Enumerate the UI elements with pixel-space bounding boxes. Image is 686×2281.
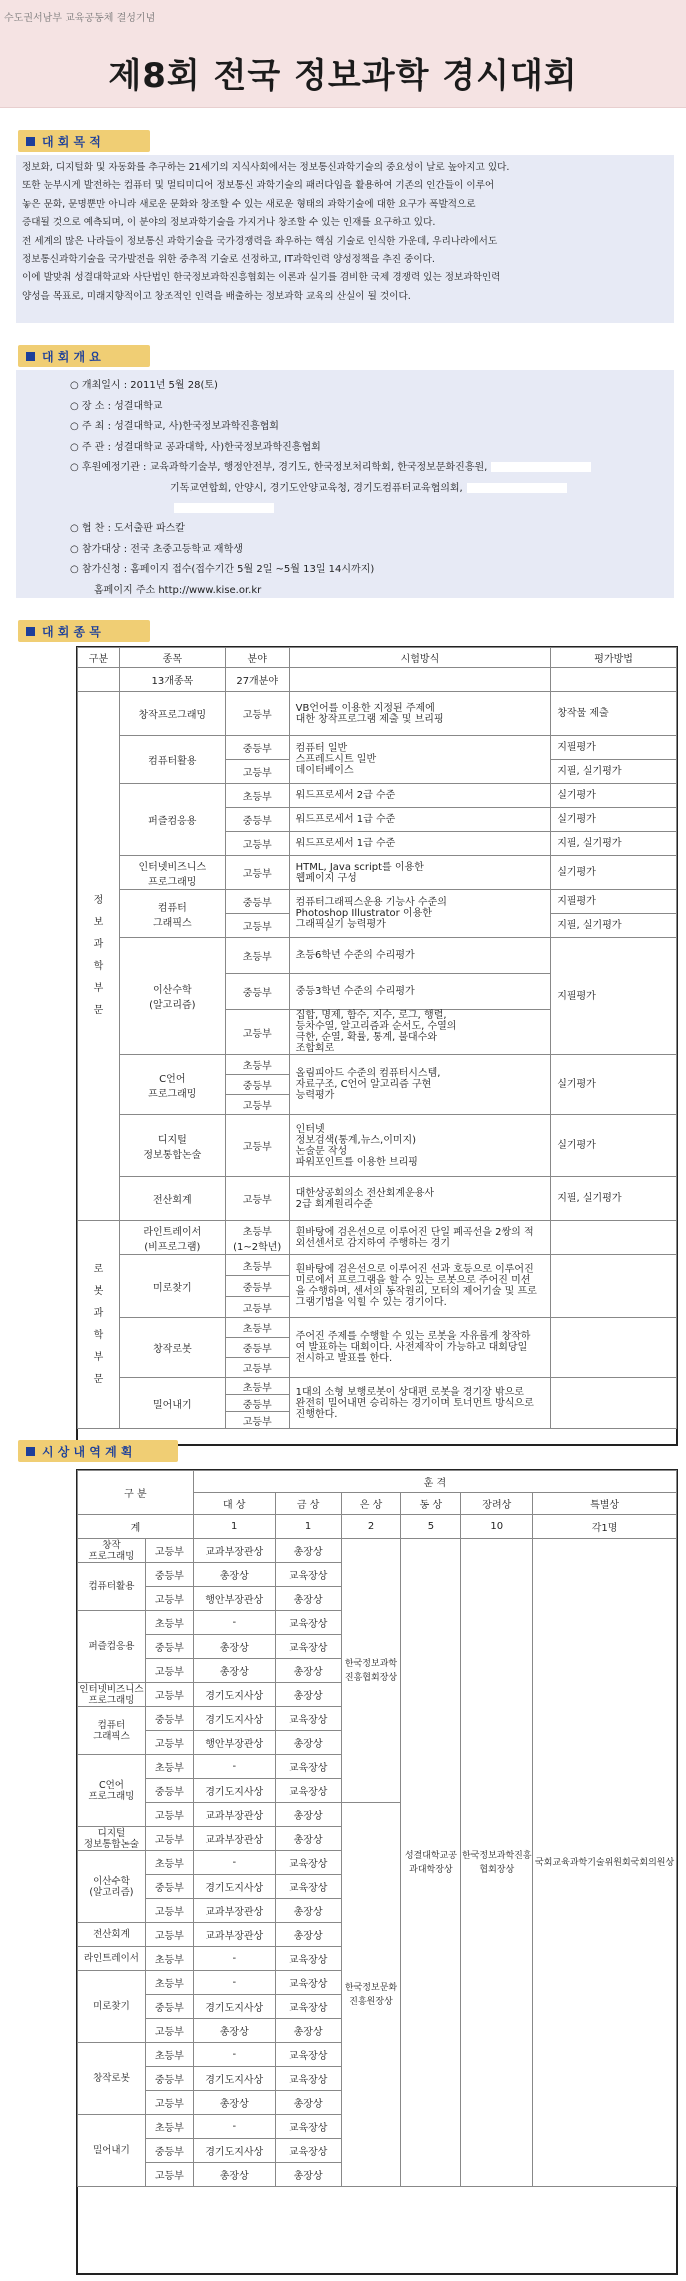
- purpose-line: 정보통신과학기술을 국가발전을 위한 중추적 기술로 선정하고, IT과학인력 양성정책을 추진 중이다.: [22, 254, 435, 266]
- prize-gold: 교육장상: [275, 1635, 341, 1659]
- prize-level: 고등부: [145, 1659, 193, 1683]
- section-title: 대 회 개 요: [42, 349, 101, 364]
- prize-event-name: 미로찾기: [78, 1971, 146, 2043]
- event-eval: 실기평가: [551, 1055, 677, 1115]
- prize-gold: 총장상: [275, 1923, 341, 1947]
- prize-level: 초등부: [145, 1971, 193, 1995]
- redacted-block: [174, 503, 274, 513]
- event-method: 인터넷 정보검색(통계,뉴스,이미지) 논술문 작성 파워포인트를 이용한 브리핑: [289, 1115, 551, 1177]
- prizes-count-label: 계: [78, 1515, 194, 1539]
- event-level: 중등부: [225, 1338, 289, 1358]
- event-method: 집합, 명제, 함수, 지수, 로그, 행렬, 등차수열, 알고리즘과 순서도, 수열의 극한, 순열, 확률, 통계, 불대수와 조합회로: [289, 1010, 551, 1055]
- prize-level: 고등부: [145, 2163, 193, 2187]
- prize-grand: 총장상: [193, 1635, 275, 1659]
- prizes-group-header: 구 분: [78, 1471, 194, 1515]
- prize-level: 고등부: [145, 2019, 193, 2043]
- event-method: 워드프로세서 1급 수준: [289, 808, 551, 832]
- prize-event-name: 창작 프로그래밍: [78, 1539, 146, 1563]
- event-method: 흰바탕에 검은선으로 이루어진 선과 호등으로 이루어진 미로에서 프로그램을 할 수 있는 로봇으로 주어진 미션 을 수행하며, 센서의 동작원리, 모터의 제어기술 및 프로 그램기법을 익힐 수 있는 경기이다.: [289, 1255, 551, 1318]
- prize-gold: 총장상: [275, 1827, 341, 1851]
- prize-gold: 교육장상: [275, 2043, 341, 2067]
- prize-grand: -: [193, 1755, 275, 1779]
- event-name: 인터넷비즈니스 프로그래밍: [119, 856, 225, 890]
- event-name: 미로찾기: [119, 1255, 225, 1318]
- event-level: 초등부: [225, 1055, 289, 1075]
- section-title: 대 회 종 목: [42, 624, 101, 639]
- prizes-col-header: 동 상: [401, 1493, 461, 1515]
- prize-grand: 교과부장관상: [193, 1539, 275, 1563]
- prizes-count-cell: 2: [341, 1515, 401, 1539]
- event-level: 중등부: [225, 1075, 289, 1095]
- event-level: 초등부: [225, 1318, 289, 1338]
- prize-level: 초등부: [145, 1947, 193, 1971]
- prize-gold: 총장상: [275, 2019, 341, 2043]
- prize-gold: 교육장상: [275, 1707, 341, 1731]
- overview-apply: ○ 참가신청 : 홈페이지 접수(접수기간 5월 2일 ~5월 13일 14시까지): [70, 564, 375, 575]
- prize-grand: 총장상: [193, 2091, 275, 2115]
- prize-grand: 경기도지사상: [193, 2139, 275, 2163]
- prize-grand: 경기도지사상: [193, 1707, 275, 1731]
- prize-gold: 총장상: [275, 1539, 341, 1563]
- event-eval: [551, 1221, 677, 1255]
- prize-grand: -: [193, 1611, 275, 1635]
- event-level: 중등부: [225, 808, 289, 832]
- event-name: 퍼즐컴응용: [119, 784, 225, 856]
- prize-level: 고등부: [145, 1539, 193, 1563]
- event-eval: 실기평가: [551, 1115, 677, 1177]
- prize-gold: 교육장상: [275, 2115, 341, 2139]
- prizes-col-header: 대 상: [193, 1493, 275, 1515]
- prize-grand: 총장상: [193, 2163, 275, 2187]
- prize-grand: 총장상: [193, 1563, 275, 1587]
- event-method: 초등6학년 수준의 수리평가: [289, 938, 551, 974]
- events-header-cell: 분야: [225, 648, 289, 668]
- prize-grand: 경기도지사상: [193, 1779, 275, 1803]
- event-method: 컴퓨터그래픽스운용 기능사 수준의 Photoshop Illustrator 이용한 그래픽실기 능력평가: [289, 890, 551, 938]
- event-level: 초등부: [225, 938, 289, 974]
- prizes-count-cell: 각1명: [533, 1515, 677, 1539]
- events-count-blank: [551, 668, 677, 692]
- prize-bronze-merged: 성결대학교공과대학장상: [401, 1539, 461, 2187]
- prize-level: 중등부: [145, 1635, 193, 1659]
- prize-grand: 총장상: [193, 1659, 275, 1683]
- event-level: 고등부: [225, 856, 289, 890]
- events-count-cell: 13개종목: [119, 668, 225, 692]
- prize-grand: 경기도지사상: [193, 1995, 275, 2019]
- prize-level: 고등부: [145, 2091, 193, 2115]
- event-name: 전산회계: [119, 1177, 225, 1221]
- prize-event-name: 이산수학 (알고리즘): [78, 1851, 146, 1923]
- prizes-award-header: 훈 격: [193, 1471, 676, 1493]
- prize-gold: 교육장상: [275, 1971, 341, 1995]
- event-name: 라인트레이서 (비프로그램): [119, 1221, 225, 1255]
- events-table: [77, 647, 677, 1429]
- square-bullet-icon: [26, 1447, 35, 1456]
- prize-level: 고등부: [145, 1683, 193, 1707]
- prize-grand: 행안부장관상: [193, 1731, 275, 1755]
- event-level: 고등부: [225, 1010, 289, 1055]
- prize-gold: 총장상: [275, 1899, 341, 1923]
- prize-grand: -: [193, 1971, 275, 1995]
- prize-encourage-merged: 한국정보과학진흥협회장상: [461, 1539, 533, 2187]
- event-method: 컴퓨터 일반 스프레드시트 일반 데이터베이스: [289, 736, 551, 784]
- event-level: 중등부: [225, 1276, 289, 1297]
- section-header-overview: [18, 345, 150, 367]
- prize-gold: 교육장상: [275, 1755, 341, 1779]
- event-eval: [551, 1318, 677, 1378]
- purpose-line: 정보화, 디지털화 및 자동화를 추구하는 21세기의 지식사회에서는 정보통신과학기술의 중요성이 날로 높아지고 있다.: [22, 162, 510, 173]
- event-eval: 지필, 실기평가: [551, 832, 677, 856]
- prize-gold: 총장상: [275, 1659, 341, 1683]
- prize-gold: 총장상: [275, 2163, 341, 2187]
- event-name: 컴퓨터활용: [119, 736, 225, 784]
- event-eval: 실기평가: [551, 784, 677, 808]
- prize-event-name: 컴퓨터 그래픽스: [78, 1707, 146, 1755]
- purpose-panel: [16, 155, 674, 323]
- redacted-block: [491, 462, 591, 472]
- event-level: 고등부: [225, 692, 289, 736]
- event-method: HTML, Java script를 이용한 웹페이지 구성: [289, 856, 551, 890]
- prize-gold: 교육장상: [275, 2139, 341, 2163]
- prize-level: 초등부: [145, 1755, 193, 1779]
- prize-level: 고등부: [145, 1899, 193, 1923]
- section-header-purpose: [18, 130, 150, 152]
- prize-grand: -: [193, 2115, 275, 2139]
- sponsor-line-2: 기독교연합회, 안양시, 경기도안양교육청, 경기도컴퓨터교육협의회,: [170, 482, 463, 494]
- purpose-line: 증대될 것으로 예측되며, 이 분야의 정보과학기술을 가지거나 창조할 수 있는 인재를 요구하고 있다.: [22, 217, 436, 229]
- prize-grand: -: [193, 1947, 275, 1971]
- events-group-label: 로 봇 과 학 부 문: [78, 1221, 120, 1429]
- prize-event-name: 밀어내기: [78, 2115, 146, 2187]
- prize-event-name: 컴퓨터활용: [78, 1563, 146, 1611]
- event-name: 창작프로그래밍: [119, 692, 225, 736]
- event-name: 창작로봇: [119, 1318, 225, 1378]
- redacted-block: [467, 483, 567, 493]
- events-count-blank: [289, 668, 551, 692]
- prize-level: 고등부: [145, 1803, 193, 1827]
- prize-level: 고등부: [145, 1587, 193, 1611]
- purpose-line: 또한 눈부시게 발전하는 컴퓨터 및 멀티미디어 정보통신 과학기술의 패러다임을 활용하여 기존의 인간들이 이루어: [22, 180, 495, 192]
- prize-gold: 교육장상: [275, 1779, 341, 1803]
- organization-label: 수도권서남부 교육공동체 결성기념: [4, 13, 156, 24]
- section-header-events: [18, 620, 150, 642]
- prize-gold: 총장상: [275, 1731, 341, 1755]
- event-method: 흰바탕에 검은선으로 이루어진 단일 폐곡선을 2쌍의 적 외선센서로 감지하여 주행하는 경기: [289, 1221, 551, 1255]
- event-level: 중등부: [225, 974, 289, 1010]
- prize-grand: 행안부장관상: [193, 1587, 275, 1611]
- event-eval: [551, 1378, 677, 1429]
- prize-gold: 총장상: [275, 1683, 341, 1707]
- event-method: 워드프로세서 1급 수준: [289, 832, 551, 856]
- events-count-cell: 27개분야: [225, 668, 289, 692]
- prizes-count-cell: 10: [461, 1515, 533, 1539]
- prize-level: 중등부: [145, 1875, 193, 1899]
- square-bullet-icon: [26, 352, 35, 361]
- square-bullet-icon: [26, 137, 35, 146]
- event-level: 초등부 (1~2학년): [225, 1221, 289, 1255]
- prize-level: 중등부: [145, 2139, 193, 2163]
- prizes-count-cell: 1: [275, 1515, 341, 1539]
- event-level: 중등부: [225, 1395, 289, 1412]
- event-level: 고등부: [225, 914, 289, 938]
- events-group-label: 정 보 과 학 부 문: [78, 692, 120, 1221]
- prize-grand: 교과부장관상: [193, 1803, 275, 1827]
- prize-level: 초등부: [145, 1851, 193, 1875]
- event-level: 고등부: [225, 832, 289, 856]
- prize-event-name: 창작로봇: [78, 2043, 146, 2115]
- prizes-count-cell: 5: [401, 1515, 461, 1539]
- prize-grand: 경기도지사상: [193, 2067, 275, 2091]
- prizes-col-header: 금 상: [275, 1493, 341, 1515]
- event-eval: 실기평가: [551, 856, 677, 890]
- event-level: 고등부: [225, 1358, 289, 1378]
- overview-date: ○ 개최일시 : 2011년 5월 28(토): [70, 380, 218, 391]
- events-header-cell: 평가방법: [551, 648, 677, 668]
- event-method: VB언어를 이용한 지정된 주제에 대한 창작프로그램 제출 및 브리핑: [289, 692, 551, 736]
- prize-event-name: 디지털 정보통합논술: [78, 1827, 146, 1851]
- event-eval: 지필, 실기평가: [551, 1177, 677, 1221]
- prize-level: 중등부: [145, 1563, 193, 1587]
- event-eval: 실기평가: [551, 808, 677, 832]
- event-level: 고등부: [225, 1177, 289, 1221]
- prize-gold: 교육장상: [275, 1851, 341, 1875]
- header-banner: [0, 0, 686, 108]
- prize-grand: 교과부장관상: [193, 1899, 275, 1923]
- prize-gold: 교육장상: [275, 2067, 341, 2091]
- purpose-line: 이에 발맞춰 성결대학교와 사단법인 한국정보과학진흥협회는 이론과 실기를 겸비한 국제 경쟁력 있는 정보과학인력: [22, 272, 501, 284]
- event-eval: 지필평가: [551, 938, 677, 1055]
- prize-silver-merged: 한국정보문화진흥원장상: [341, 1803, 401, 2187]
- events-header-cell: 구분: [78, 648, 120, 668]
- event-method: 중등3학년 수준의 수리평가: [289, 974, 551, 1010]
- purpose-line: 전 세계의 많은 나라들이 정보통신 과학기술을 국가경쟁력을 좌우하는 핵심 기술로 인식한 가운데, 우리나라에서도: [22, 235, 498, 247]
- event-eval: 지필평가: [551, 736, 677, 760]
- prizes-table: [77, 1470, 677, 2187]
- event-level: 고등부: [225, 1115, 289, 1177]
- prize-silver-merged: 한국정보과학진흥협회장상: [341, 1539, 401, 1803]
- prize-grand: -: [193, 2043, 275, 2067]
- event-level: 고등부: [225, 1095, 289, 1115]
- event-method: 대한상공회의소 전산회계운용사 2급 회계원리수준: [289, 1177, 551, 1221]
- purpose-line: 양성을 목표로, 미래지향적이고 창조적인 인력을 배출하는 정보과학 교육의 산실이 될 것이다.: [22, 290, 411, 302]
- event-eval: [551, 1255, 677, 1318]
- prize-grand: 총장상: [193, 2019, 275, 2043]
- event-level: 고등부: [225, 760, 289, 784]
- purpose-line: 놓은 문화, 문명뿐만 아니라 새로운 문화와 창조할 수 있는 새로운 형태의 과학기술에 대한 요구가 폭발적으로: [22, 198, 476, 210]
- prize-level: 중등부: [145, 1707, 193, 1731]
- prize-gold: 교육장상: [275, 1995, 341, 2019]
- overview-organizer: ○ 주 관 : 성결대학교 공과대학, 사)한국정보과학진흥협회: [70, 441, 321, 453]
- overview-panel: [16, 370, 674, 598]
- event-level: 중등부: [225, 890, 289, 914]
- event-level: 고등부: [225, 1297, 289, 1318]
- prize-special-merged: 국회교육과학기술위원회국회의원상: [533, 1539, 677, 2187]
- prize-event-name: 전산회계: [78, 1923, 146, 1947]
- event-method: 워드프로세서 2급 수준: [289, 784, 551, 808]
- prize-level: 중등부: [145, 1995, 193, 2019]
- prizes-col-header: 은 상: [341, 1493, 401, 1515]
- event-level: 초등부: [225, 1255, 289, 1276]
- event-method: 주어진 주제를 수행할 수 있는 로봇을 자유롭게 창작하 여 발표하는 대회이다. 사전제작이 가능하고 대회당일 전시하고 발표를 한다.: [289, 1318, 551, 1378]
- prize-gold: 총장상: [275, 1587, 341, 1611]
- prize-level: 중등부: [145, 1779, 193, 1803]
- prize-gold: 교육장상: [275, 1875, 341, 1899]
- event-eval: 지필평가: [551, 890, 677, 914]
- prizes-col-header: 장려상: [461, 1493, 533, 1515]
- prize-event-name: 라인트레이서: [78, 1947, 146, 1971]
- prize-gold: 총장상: [275, 2091, 341, 2115]
- prize-gold: 총장상: [275, 1803, 341, 1827]
- prize-level: 초등부: [145, 2043, 193, 2067]
- events-header-cell: 종목: [119, 648, 225, 668]
- page-title: 제8회 전국 정보과학 경시대회: [108, 56, 578, 96]
- section-title: 대 회 목 적: [42, 134, 101, 149]
- prize-level: 고등부: [145, 1827, 193, 1851]
- prize-grand: 교과부장관상: [193, 1827, 275, 1851]
- prize-level: 초등부: [145, 1611, 193, 1635]
- prize-event-name: C언어 프로그래밍: [78, 1755, 146, 1827]
- overview-target: ○ 참가대상 : 전국 초중고등학교 재학생: [70, 543, 243, 555]
- overview-place: ○ 장 소 : 성결대학교: [70, 400, 163, 412]
- prizes-col-header: 특별상: [533, 1493, 677, 1515]
- event-name: 컴퓨터 그래픽스: [119, 890, 225, 938]
- overview-sponsor: [70, 458, 664, 479]
- prize-level: 고등부: [145, 1731, 193, 1755]
- event-name: 밀어내기: [119, 1378, 225, 1429]
- prize-level: 초등부: [145, 2115, 193, 2139]
- event-method: 올림피아드 수준의 컴퓨터시스템, 자료구조, C언어 알고리즘 구현 능력평가: [289, 1055, 551, 1115]
- event-level: 초등부: [225, 1378, 289, 1395]
- section-title: 시 상 내 역 계 획: [42, 1444, 133, 1459]
- event-name: 이산수학 (알고리즘): [119, 938, 225, 1055]
- prizes-count-cell: 1: [193, 1515, 275, 1539]
- event-name: C언어 프로그래밍: [119, 1055, 225, 1115]
- prize-grand: 교과부장관상: [193, 1923, 275, 1947]
- events-count-blank: [78, 668, 120, 692]
- prize-event-name: 퍼즐컴응용: [78, 1611, 146, 1683]
- event-level: 고등부: [225, 1412, 289, 1429]
- square-bullet-icon: [26, 627, 35, 636]
- overview-sponsor-blank: [70, 499, 664, 519]
- prize-grand: 경기도지사상: [193, 1875, 275, 1899]
- event-name: 디지털 정보통합논술: [119, 1115, 225, 1177]
- overview-host: ○ 주 최 : 성결대학교, 사)한국정보과학진흥협회: [70, 421, 279, 432]
- overview-homepage[interactable]: 홈페이지 주소 http://www.kise.or.kr: [94, 584, 262, 596]
- event-eval: 지필, 실기평가: [551, 760, 677, 784]
- event-method: 1대의 소형 보행로봇이 상대편 로봇을 경기장 밖으로 완전히 밀어내면 승리하는 경기이며 토너먼트 방식으로 진행한다.: [289, 1378, 551, 1429]
- prize-event-name: 인터넷비즈니스 프로그래밍: [79, 1683, 144, 1706]
- overview-sponsor-cont: [70, 479, 664, 500]
- section-header-prizes: [18, 1440, 178, 1462]
- prize-gold: 교육장상: [275, 1947, 341, 1971]
- prize-gold: 교육장상: [275, 1563, 341, 1587]
- event-eval: 지필, 실기평가: [551, 914, 677, 938]
- event-level: 중등부: [225, 736, 289, 760]
- overview-partner: ○ 협 찬 : 도서출판 파스칼: [70, 523, 185, 534]
- prize-grand: -: [193, 1851, 275, 1875]
- event-eval: 창작물 제출: [551, 692, 677, 736]
- prize-level: 고등부: [145, 1923, 193, 1947]
- event-level: 초등부: [225, 784, 289, 808]
- sponsor-line-1: ○ 후원예정기관 : 교육과학기술부, 행정안전부, 경기도, 한국정보처리학회, 한국정보문화진흥원,: [70, 462, 488, 473]
- prize-grand: 경기도지사상: [193, 1683, 275, 1707]
- prize-gold: 교육장상: [275, 1611, 341, 1635]
- prize-level: 중등부: [145, 2067, 193, 2091]
- events-header-cell: 시험방식: [289, 648, 551, 668]
